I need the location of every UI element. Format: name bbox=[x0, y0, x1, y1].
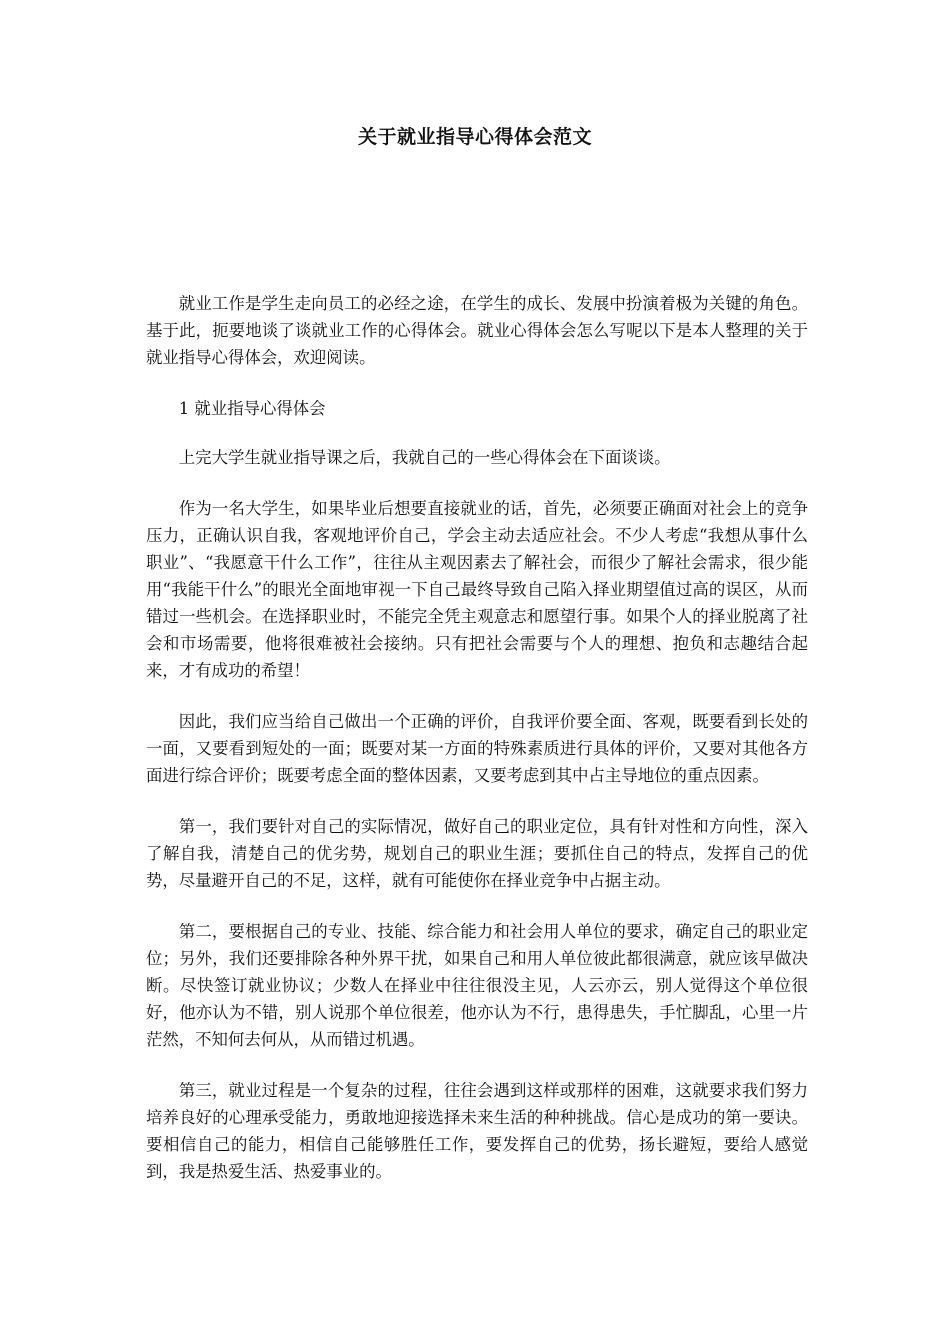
body-paragraph: 第一，我们要针对自己的实际情况，做好自己的职业定位，具有针对性和方向性，深入了解自我，清楚自己的优劣势，规划自己的职业生涯；要抓住自己的特点，发挥自己的优势，尽量避开自己的不足，这样，就有可能使你在择业竞争中占据主动。 bbox=[146, 817, 808, 890]
document-title: 关于就业指导心得体会范文 bbox=[357, 126, 592, 148]
body-paragraph: 作为一名大学生，如果毕业后想要直接就业的话，首先，必须要正确面对社会上的竞争压力，正确认识自我，客观地评价自己，学会主动去适应社会。不少人考虑“我想从事什么职业”、“我愿意干什么工作”，往往从主观因素去了解社会，而很少了解社会需求，很少能用“我能干什么”的眼光全面地审视一下自己最终导致自己陷入择业期望值过高的误区，从而错过一些机会。在选择职业时，不能完全凭主观意志和愿望行事。如果个人的择业脱离了社会和市场需要，他将很难被社会接纳。只有把社会需要与个人的理想、抱负和志趣结合起来，才有成功的希望！ bbox=[146, 499, 808, 680]
body-paragraph: 第二，要根据自己的专业、技能、综合能力和社会用人单位的要求，确定自己的职业定位；另外，我们还要排除各种外界干扰，如果自己和用人单位彼此都很满意，就应该早做决断。尽快签订就业协议；少数人在择业中往往很没主见，人云亦云，别人觉得这个单位很好，他亦认为不错，别人说那个单位很差，他亦认为不行，患得患失，手忙脚乱，心里一片茫然，不知何去何从，从而错过机遇。 bbox=[146, 922, 808, 1049]
body-paragraph: 因此，我们应当给自己做出一个正确的评价，自我评价要全面、客观，既要看到长处的一面，又要看到短处的一面；既要对某一方面的特殊素质进行具体的评价，又要对其他各方面进行综合评价；既要考虑全面的整体因素，又要考虑到其中占主导地位的重点因素。 bbox=[146, 712, 808, 785]
intro-paragraph: 就业工作是学生走向员工的必经之途，在学生的成长、发展中扮演着极为关键的角色。基于此，扼要地谈了谈就业工作的心得体会。就业心得体会怎么写呢以下是本人整理的关于就业指导心得体会，欢迎阅读。 bbox=[146, 294, 808, 367]
section-heading: 1 就业指导心得体会 bbox=[178, 399, 326, 418]
body-paragraph: 第三，就业过程是一个复杂的过程，往往会遇到这样或那样的困难，这就要求我们努力培养良好的心理承受能力，勇敢地迎接选择未来生活的种种挑战。信心是成功的第一要诀。要相信自己的能力，相信自己能够胜任工作，要发挥自己的优势，扬长避短，要给人感觉到，我是热爱生活、热爱事业的。 bbox=[146, 1081, 808, 1181]
body-paragraph: 上完大学生就业指导课之后，我就自己的一些心得体会在下面谈谈。 bbox=[178, 448, 671, 467]
document-body bbox=[146, 290, 808, 1209]
